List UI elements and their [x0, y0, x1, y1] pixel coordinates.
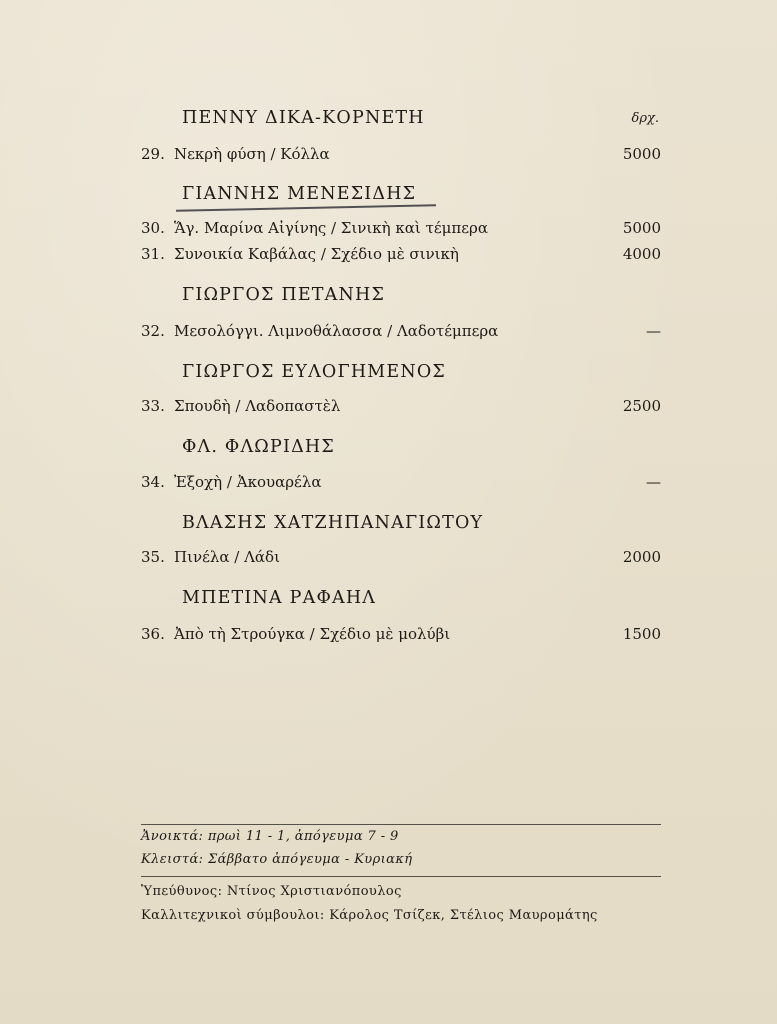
- artwork-title: Νεκρὴ φύση / Κόλλα: [174, 145, 330, 163]
- artwork-row: [141, 397, 661, 419]
- artist-name: ΓΙΩΡΓΟΣ ΠΕΤΑΝΗΣ: [182, 285, 386, 305]
- artwork-title: Ἐξοχὴ / Ἀκουαρέλα: [174, 473, 322, 491]
- artwork-price: 2500: [622, 397, 661, 415]
- artwork-row: [141, 548, 661, 570]
- artist-name: ΓΙΑΝΝΗΣ ΜΕΝΕΣΙΔΗΣ: [182, 184, 417, 204]
- artist-name: ΒΛΑΣΗΣ ΧΑΤΖΗΠΑΝΑΓΙΩΤΟΥ: [182, 513, 484, 533]
- divider: [141, 824, 661, 825]
- artwork-row: [141, 322, 661, 344]
- artwork-row: [141, 219, 661, 241]
- artwork-price: 2000: [622, 548, 661, 566]
- artwork-number: 35.: [141, 548, 165, 566]
- artwork-price: 5000: [622, 219, 661, 237]
- artwork-row: [141, 145, 661, 167]
- artwork-number: 30.: [141, 219, 165, 237]
- artwork-title: Συνοικία Καβάλας / Σχέδιο μὲ σινικὴ: [174, 245, 459, 263]
- artwork-price: —: [646, 473, 661, 491]
- artwork-number: 34.: [141, 473, 165, 491]
- artwork-price: 1500: [622, 625, 661, 643]
- artwork-row: [141, 245, 661, 267]
- opening-hours: Ἀνοικτά: πρωὶ 11 - 1, ἀπόγευμα 7 - 9: [141, 829, 399, 844]
- artist-name: ΦΛ. ΦΛΩΡΙΔΗΣ: [182, 437, 335, 457]
- artist-name: ΓΙΩΡΓΟΣ ΕΥΛΟΓΗΜΕΝΟΣ: [182, 362, 447, 382]
- artwork-title: Ἀπὸ τὴ Στρούγκα / Σχέδιο μὲ μολύβι: [174, 625, 451, 643]
- artwork-title: Ἅγ. Μαρίνα Αἰγίνης / Σινικὴ καὶ τέμπερα: [174, 219, 488, 237]
- artwork-number: 33.: [141, 397, 165, 415]
- artwork-title: Σπουδὴ / Λαδοπαστὲλ: [174, 397, 341, 415]
- artwork-number: 29.: [141, 145, 165, 163]
- artwork-price: —: [646, 322, 661, 340]
- artwork-title: Πινέλα / Λάδι: [174, 548, 280, 566]
- artwork-title: Μεσολόγγι. Λιμνοθάλασσα / Λαδοτέμπερα: [174, 322, 499, 340]
- price-unit-label: δρχ.: [631, 111, 659, 126]
- artwork-row: [141, 473, 661, 495]
- responsible-person: Ὑπεύθυνος: Ντίνος Χριστιανόπουλος: [141, 884, 402, 899]
- artwork-price: 5000: [622, 145, 661, 163]
- artist-name: ΜΠΕΤΙΝΑ ΡΑΦΑΗΛ: [182, 588, 377, 608]
- closing-hours: Κλειστά: Σάββατο ἀπόγευμα - Κυριακή: [141, 852, 413, 867]
- artwork-price: 4000: [622, 245, 661, 263]
- artist-name: ΠΕΝΝΥ ΔΙΚΑ-ΚΟΡΝΕΤΗ: [182, 108, 425, 128]
- artwork-number: 31.: [141, 245, 165, 263]
- artwork-number: 32.: [141, 322, 165, 340]
- artwork-row: [141, 625, 661, 647]
- artwork-number: 36.: [141, 625, 165, 643]
- divider: [141, 876, 661, 877]
- artistic-advisors: Καλλιτεχνικοὶ σύμβουλοι: Κάρολος Τσίζεκ, Στέλιος Μαυρομάτης: [141, 908, 598, 923]
